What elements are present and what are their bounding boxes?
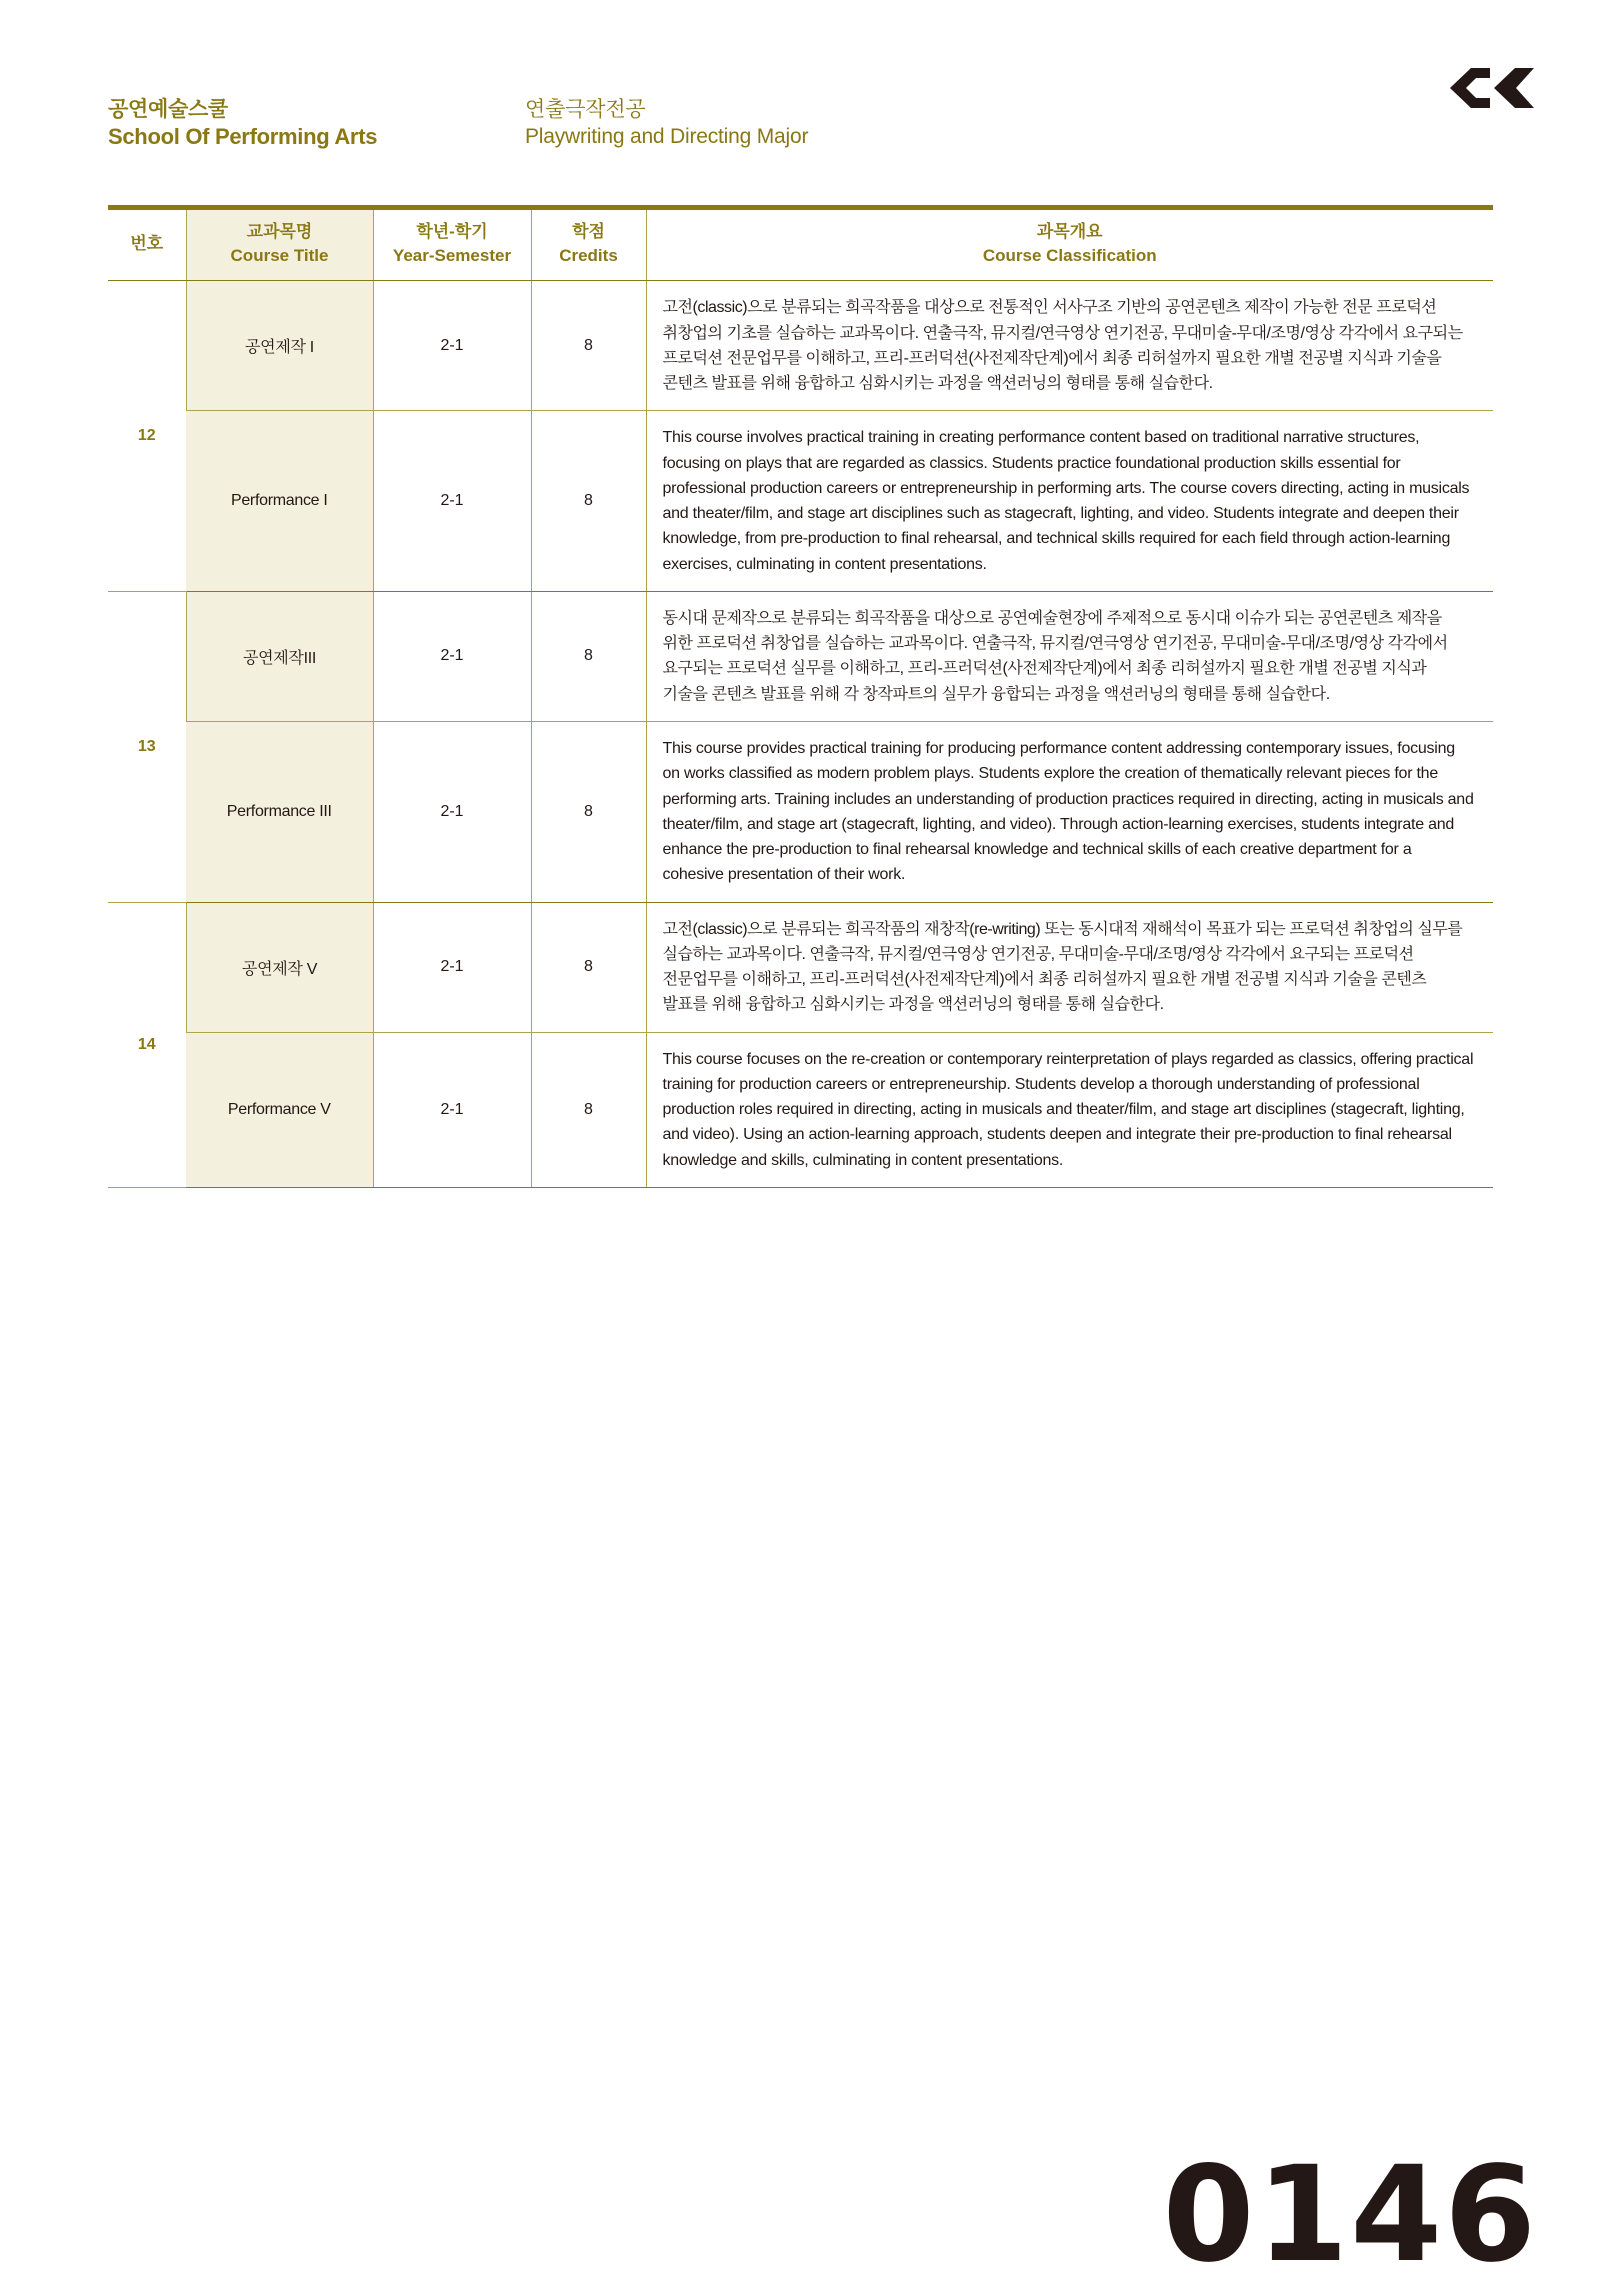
course-description-cell: This course provides practical training for producing performance content addressing contemporary issues, focusing on works classified as modern problem plays. Students explore the creation of thematically relevant pieces for the performing arts. Training includes an understanding of production practices required in directing, acting in musicals and theater/film, and stage art (stagecraft, lighting, and video). Through action-learning exercises, students integrate and enhance the pre-production to final rehearsal knowledge and technical skills of each creative department for a cohesive presentation of their work.: [646, 721, 1493, 902]
column-header-course-title-en: Course Title: [230, 246, 329, 266]
course-description-cell: This course involves practical training in creating performance content based on traditional narrative structures, focusing on plays that are regarded as classics. Students practice foundational production skills essential for professional production careers or entrepreneurship in performing arts. The course covers directing, acting in musicals and theater/film, and stage art disciplines such as stagecraft, lighting, and video. Students integrate and deepen their knowledge, from pre-production to final rehearsal, and technical skills required for each field through action-learning exercises, culminating in content presentations.: [646, 411, 1493, 592]
course-title-cell: Performance III: [186, 721, 373, 902]
year-semester-cell: 2-1: [373, 1032, 531, 1187]
column-header-credits-en: Credits: [559, 246, 618, 266]
course-description-cell: This course focuses on the re-creation or contemporary reinterpretation of plays regarded as classics, offering practical training for production careers or entrepreneurship. Students develop a thorough understanding of professional production roles required in directing, acting in musicals and theater/film, and stage art disciplines (stagecraft, lighting, and video). Using an action-learning approach, students deepen and integrate their pre-production to final rehearsal knowledge and skills, culminating in content presentations.: [646, 1032, 1493, 1187]
column-header-course-title-ko: 교과목명: [246, 222, 313, 241]
table-row: [108, 1032, 1493, 1187]
course-description-cell: 고전(classic)으로 분류되는 희곡작품의 재창작(re-writing) 또는 동시대적 재해석이 목표가 되는 프로덕션 취창업의 실무를 실습하는 교과목이다. 연출극작, 뮤지컬/연극영상 연기전공, 무대미술-무대/조명/영상 각각에서 요구되는 프로덕션 전문업무를 이해하고, 프리-프러덕션(사전제작단계)에서 최종 리허설까지 필요한 개별 전공별 지식과 기술을 콘텐츠 발표를 위해 융합하고 심화시키는 과정을 액션러닝의 형태를 통해 실습한다.: [646, 902, 1493, 1032]
year-semester-cell: 2-1: [373, 411, 531, 592]
table-row: [108, 411, 1493, 592]
course-title-cell: Performance V: [186, 1032, 373, 1187]
major-title-block: [525, 96, 808, 151]
column-header-number: [108, 208, 186, 281]
column-header-course-classification: [646, 208, 1493, 281]
credits-cell: 8: [531, 902, 646, 1032]
column-header-credits: [531, 208, 646, 281]
column-header-year-semester-en: Year-Semester: [392, 246, 512, 266]
major-title-ko: 연출극작전공: [525, 98, 646, 121]
credits-cell: 8: [531, 721, 646, 902]
table-row: [108, 281, 1493, 411]
school-title-block: [108, 96, 377, 152]
ck-logo-icon: [1446, 62, 1538, 114]
row-number: 12: [108, 281, 186, 592]
row-number: 14: [108, 902, 186, 1187]
course-description-cell: 고전(classic)으로 분류되는 희곡작품을 대상으로 전통적인 서사구조 기반의 공연콘텐츠 제작이 가능한 전문 프로덕션 취창업의 기초를 실습하는 교과목이다. 연출극작, 뮤지컬/연극영상 연기전공, 무대미술-무대/조명/영상 각각에서 요구되는 프로덕션 전문업무를 이해하고, 프리-프러덕션(사전제작단계)에서 최종 리허설까지 필요한 개별 전공별 지식과 기술을 콘텐츠 발표를 위해 융합하고 심화시키는 과정을 액션러닝의 형태를 통해 실습한다.: [646, 281, 1493, 411]
table-row: [108, 902, 1493, 1032]
page-number: 0146: [1162, 2138, 1538, 2292]
year-semester-cell: 2-1: [373, 281, 531, 411]
credits-cell: 8: [531, 1032, 646, 1187]
column-header-credits-ko: 학점: [572, 222, 605, 241]
course-title-cell: 공연제작 V: [186, 902, 373, 1032]
credits-cell: 8: [531, 591, 646, 721]
column-header-course-classification-en: Course Classification: [982, 246, 1157, 266]
column-header-course-classification-ko: 과목개요: [1036, 222, 1103, 241]
column-header-course-title: [186, 208, 373, 281]
column-header-year-semester-ko: 학년-학기: [416, 222, 488, 241]
table-body: [108, 281, 1493, 1188]
page-header: [0, 0, 1600, 160]
school-title-ko: 공연예술스쿨: [108, 98, 228, 121]
course-title-cell: Performance I: [186, 411, 373, 592]
year-semester-cell: 2-1: [373, 902, 531, 1032]
course-description-cell: 동시대 문제작으로 분류되는 희곡작품을 대상으로 공연예술현장에 주제적으로 동시대 이슈가 되는 공연콘텐츠 제작을 위한 프로덕션 취창업를 실습하는 교과목이다. 연출극작, 뮤지컬/연극영상 연기전공, 무대미술-무대/조명/영상 각각에서 요구되는 프로덕션 실무를 이해하고, 프리-프러덕션(사전제작단계)에서 최종 리허설까지 필요한 개별 전공별 지식과 기술을 콘텐츠 발표를 위해 각 창작파트의 실무가 융합되는 과정을 액션러닝의 형태를 통해 실습한다.: [646, 591, 1493, 721]
table-header: [108, 208, 1493, 281]
row-number: 13: [108, 591, 186, 902]
table-header-row: [108, 208, 1493, 281]
year-semester-cell: 2-1: [373, 721, 531, 902]
column-header-number-ko: 번호: [130, 234, 164, 254]
year-semester-cell: 2-1: [373, 591, 531, 721]
table-row: [108, 591, 1493, 721]
course-title-cell: 공연제작 I: [186, 281, 373, 411]
credits-cell: 8: [531, 281, 646, 411]
course-title-cell: 공연제작III: [186, 591, 373, 721]
table-row: [108, 721, 1493, 902]
major-title-en: Playwriting and Directing Major: [525, 125, 809, 149]
course-table: [108, 205, 1493, 1188]
school-title-en: School Of Performing Arts: [108, 124, 378, 150]
column-header-year-semester: [373, 208, 531, 281]
credits-cell: 8: [531, 411, 646, 592]
